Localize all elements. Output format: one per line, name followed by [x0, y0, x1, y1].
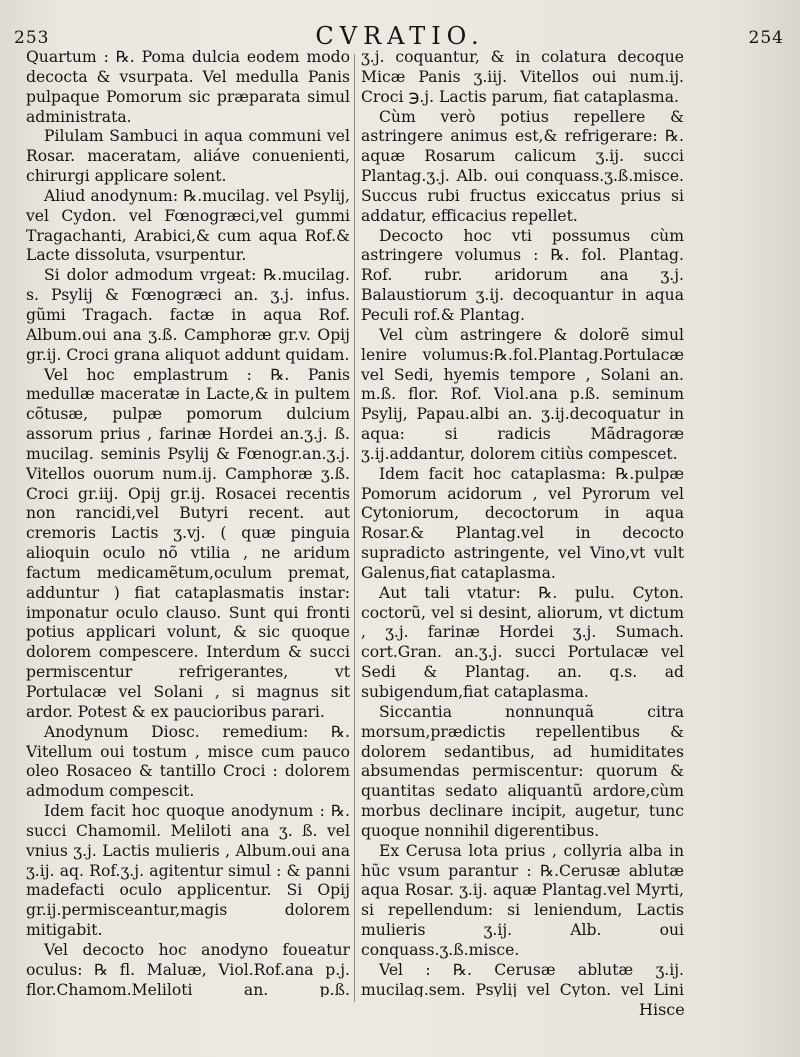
catchword: Hisce — [639, 1000, 685, 1019]
paragraph: Decocto hoc vti possumus cùm astringere volumus : ℞. fol. Plantag. Rof. rubr. aridorum ana ʒ.j. Balaustiorum ʒ.ij. decoquantur in aqua Peculi rof.& Plantag. — [361, 226, 684, 324]
page-header — [0, 18, 800, 52]
paragraph: Aut tali vtatur: ℞. pulu. Cyton. coctorũ, vel si desint, aliorum, vt dictum , ʒ.j. farinæ Hordei ʒ.j. Sumach. cort.Gran. an.ʒ.j. succi Portulacæ vel Sedi & Plantag. an. q.s. ad subigendum,fiat cataplasma. — [361, 583, 684, 701]
paragraph: Vel cùm astringere & dolorẽ simul lenire volumus:℞.fol.Plantag.Portulacæ vel Sedi, hyemis tempore , Solani an. m.ß. flor. Rof. Viol.ana p.ß. seminum Psylij, Papau.albi an. ʒ.ij.decoquatur in aqua: si radicis Mãdragoræ ʒ.ij.addantur, dolorem citiùs compescet. — [361, 325, 684, 463]
paragraph: Idem facit hoc cataplasma: ℞.pulpæ Pomorum acidorum , vel Pyrorum vel Cytoniorum, decoctorum in aqua Rosar.& Plantag.vel in decocto supradicto astringente, vel Vino,vt vult Galenus,fiat cataplasma. — [361, 464, 684, 582]
paragraph: Anodynum Diosc. remedium: ℞. Vitellum oui tostum , misce cum pauco oleo Rosaceo & tantillo Croci : dolorem admodum compescit. — [26, 722, 350, 801]
paragraph: Idem facit hoc quoque anodynum : ℞. succi Chamomil. Meliloti ana ʒ. ß. vel vnius ʒ.j. Lactis mulieris , Album.oui ana ʒ.ij. aq. Rof.ʒ.j. agitentur simul : & panni madefacti oculo applicentur. Si Opij gr.ij.permisceantur,magis dolorem mitigabit. — [26, 802, 350, 940]
paragraph: Cùm verò potius repellere & astringere animus est,& refrigerare: ℞. aquæ Rosarum calicum ʒ.ij. succi Plantag.ʒ.j. Alb. oui conquass.ʒ.ß.misce. Succus rubi fructus exiccatus prius si addatur, efficacius repellet. — [361, 107, 684, 225]
left-text-column — [26, 48, 350, 997]
paragraph: Vel decocto hoc anodyno foueatur oculus: ℞ fl. Maluæ, Viol.Rof.ana p.j. flor.Chamom.Meliloti an. p.ß. — [26, 940, 350, 997]
paragraph: Pilulam Sambuci in aqua communi vel Rosar. maceratam, aliáve conuenienti, chirurgi applicare solent. — [26, 127, 350, 186]
paragraph: Aliud anodynum: ℞.mucilag. vel Psylij, vel Cydon. vel Fœnogræci,vel gummi Tragachanti, Arabici,& cum aqua Rof.& Lacte dissoluta, vsurpentur. — [26, 186, 350, 265]
paragraph: Quartum : ℞. Poma dulcia eodem modo decocta & vsurpata. Vel medulla Panis pulpaque Pomorum sic præparata simul administrata. — [26, 48, 350, 126]
paragraph: Vel hoc emplastrum : ℞. Panis medullæ maceratæ in Lacte,& in pultem cõtusæ, pulpæ pomorum dulcium assorum prius , farinæ Hordei an.ʒ.j. ß. mucilag. seminis Psylij & Fœnogr.an.ʒ.j. Vitellos ouorum num.ij. Camphoræ ʒ.ß. Croci gr.iij. Opij gr.ij. Rosacei recentis non rancidi,vel Butyri recent. aut cremoris Lactis ʒ.vj. ( quæ pinguia alioquin oculo nõ vtilia , ne aridum factum medicamẽtum,oculum premat, adduntur ) fiat cataplasmatis instar: imponatur oculo clauso. Sunt qui fronti potius applicari volunt, & sic quoque dolorem compescere. Interdum & succi permiscentur refrigerantes, vt Portulacæ vel Solani , si magnus sit ardor. Potest & ex paucioribus parari. — [26, 365, 350, 721]
paragraph: Ex Cerusa lota prius , collyria alba in hũc vsum parantur : ℞.Cerusæ ablutæ aqua Rosar. ʒ.ij. aquæ Plantag.vel Myrti, si repellendum: si leniendum, Lactis mulieris ʒ.ij. Alb. oui conquass.ʒ.ß.misce. — [361, 841, 684, 959]
right-text-column — [361, 48, 684, 997]
paragraph: Vel : ℞. Cerusæ ablutæ ʒ.ij. mucilag.sem. Psylij vel Cyton. vel Lini — [361, 960, 684, 997]
running-title: CVRATIO. — [315, 22, 485, 50]
paragraph: Si dolor admodum vrgeat: ℞.mucilag. s. Psylij & Fœnogræci an. ʒ.j. infus. gũmi Tragach. factæ in aqua Rof. Album.oui ana ʒ.ß. Camphoræ gr.v. Opij gr.ij. Croci grana aliquot addunt quidam. — [26, 266, 350, 364]
column-divider — [354, 54, 355, 1002]
paragraph: Siccantia nonnunquã citra morsum,prædictis repellentibus & dolorem sedantibus, ad humiditates absumendas permiscentur: quorum & quantitas sedato aliquantũ ardore,cùm morbus declinare incipit, augetur, tunc quoque nonnihil digerentibus. — [361, 702, 684, 840]
paragraph: ʒ.j. coquantur, & in colatura decoque Micæ Panis ʒ.iij. Vitellos oui num.ij. Croci ℈.j. Lactis parum, fiat cataplasma. — [361, 48, 684, 106]
page-number-left: 253 — [14, 28, 50, 48]
page-number-right: 254 — [748, 28, 784, 48]
